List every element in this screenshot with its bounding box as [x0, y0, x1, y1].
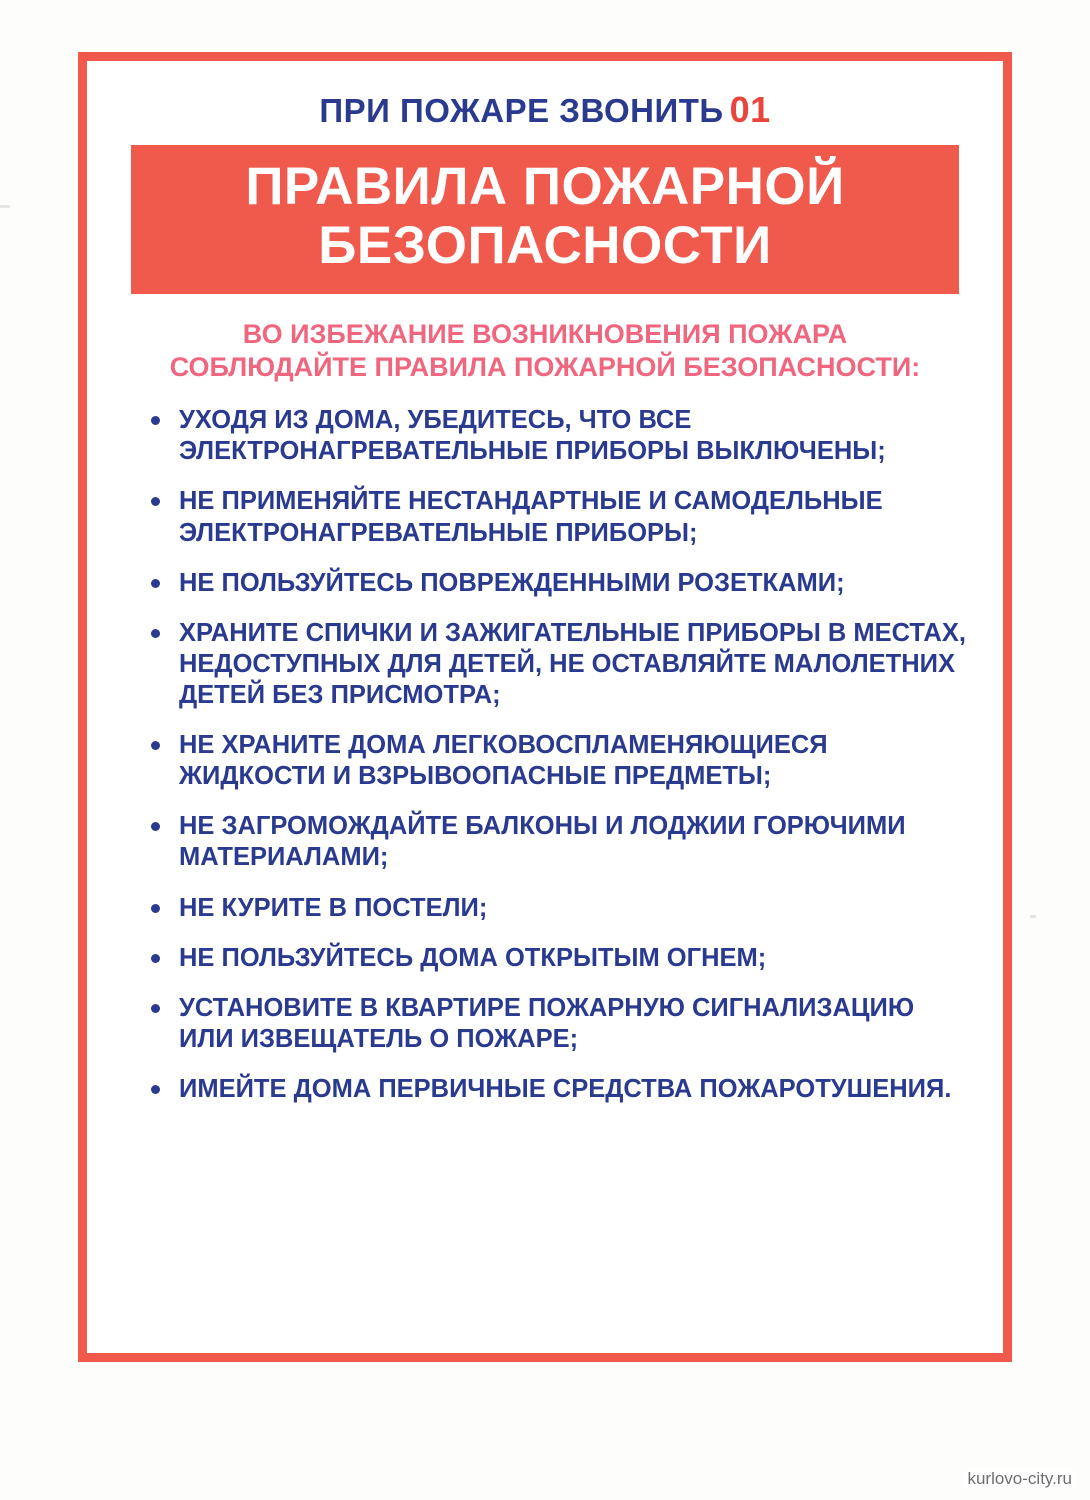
bullet-icon [151, 416, 160, 425]
rule-text: НЕ ПОЛЬЗУЙТЕСЬ ПОВРЕЖДЕННЫМИ РОЗЕТКАМИ; [179, 568, 845, 597]
bullet-icon [151, 579, 160, 588]
bullet-icon [151, 497, 160, 506]
title-line-2: БЕЗОПАСНОСТИ [318, 216, 772, 276]
bullet-icon [151, 1004, 160, 1013]
subtitle-text: ВО ИЗБЕЖАНИЕ ВОЗНИКНОВЕНИЯ ПОЖАРА СОБЛЮДАЙТЕ ПРАВИЛА ПОЖАРНОЙ БЕЗОПАСНОСТИ: [169, 318, 921, 383]
list-item [139, 618, 967, 711]
list-item [139, 730, 967, 792]
rule-text: НЕ ПОЛЬЗУЙТЕСЬ ДОМА ОТКРЫТЫМ ОГНЕМ; [179, 943, 767, 972]
emergency-call-line [107, 89, 983, 131]
bullet-icon [151, 904, 160, 913]
list-item [139, 943, 967, 974]
bullet-icon [151, 822, 160, 831]
list-item [139, 993, 967, 1055]
rule-text: НЕ ЗАГРОМОЖДАЙТЕ БАЛКОНЫ И ЛОДЖИИ ГОРЮЧИМИ МАТЕРИАЛАМИ; [179, 812, 906, 872]
bullet-icon [151, 741, 160, 750]
title-banner [131, 145, 959, 294]
rule-text: ИМЕЙТЕ ДОМА ПЕРВИЧНЫЕ СРЕДСТВА ПОЖАРОТУШЕНИЯ. [179, 1074, 952, 1103]
list-item [139, 405, 967, 467]
rule-text: НЕ КУРИТЕ В ПОСТЕЛИ; [179, 893, 488, 922]
list-item [139, 811, 967, 873]
list-item [139, 568, 967, 599]
bullet-icon [151, 954, 160, 963]
rule-text: УХОДЯ ИЗ ДОМА, УБЕДИТЕСЬ, ЧТО ВСЕ ЭЛЕКТРОНАГРЕВАТЕЛЬНЫЕ ПРИБОРЫ ВЫКЛЮЧЕНЫ; [179, 406, 886, 466]
bullet-icon [151, 1085, 160, 1094]
scan-artifact-right [1030, 915, 1036, 918]
poster-frame [78, 52, 1012, 1362]
site-watermark: kurlovo-city.ru [963, 1468, 1076, 1490]
title-line-1: ПРАВИЛА ПОЖАРНОЙ [245, 157, 845, 216]
list-item [139, 893, 967, 924]
list-item [139, 486, 967, 548]
rule-text: ХРАНИТЕ СПИЧКИ И ЗАЖИГАТЕЛЬНЫЕ ПРИБОРЫ В МЕСТАХ, НЕДОСТУПНЫХ ДЛЯ ДЕТЕЙ, НЕ ОСТАВЛЯЙТЕ МАЛОЛЕТНИХ ДЕТЕЙ БЕЗ ПРИСМОТРА; [179, 618, 966, 709]
emergency-call-text: ПРИ ПОЖАРЕ ЗВОНИТЬ [319, 92, 724, 129]
poster-content [107, 79, 983, 1335]
rule-text: НЕ ХРАНИТЕ ДОМА ЛЕГКОВОСПЛАМЕНЯЮЩИЕСЯ ЖИДКОСТИ И ВЗРЫВООПАСНЫЕ ПРЕДМЕТЫ; [179, 731, 828, 791]
scan-artifact-left [0, 205, 10, 208]
rules-list [139, 405, 967, 1105]
bullet-icon [151, 629, 160, 638]
list-item [139, 1074, 967, 1105]
rule-text: УСТАНОВИТЕ В КВАРТИРЕ ПОЖАРНУЮ СИГНАЛИЗАЦИЮ ИЛИ ИЗВЕЩАТЕЛЬ О ПОЖАРЕ; [179, 993, 915, 1053]
emergency-call-number: 01 [729, 89, 771, 130]
rule-text: НЕ ПРИМЕНЯЙТЕ НЕСТАНДАРТНЫЕ И САМОДЕЛЬНЫЕ ЭЛЕКТРОНАГРЕВАТЕЛЬНЫЕ ПРИБОРЫ; [179, 487, 883, 547]
